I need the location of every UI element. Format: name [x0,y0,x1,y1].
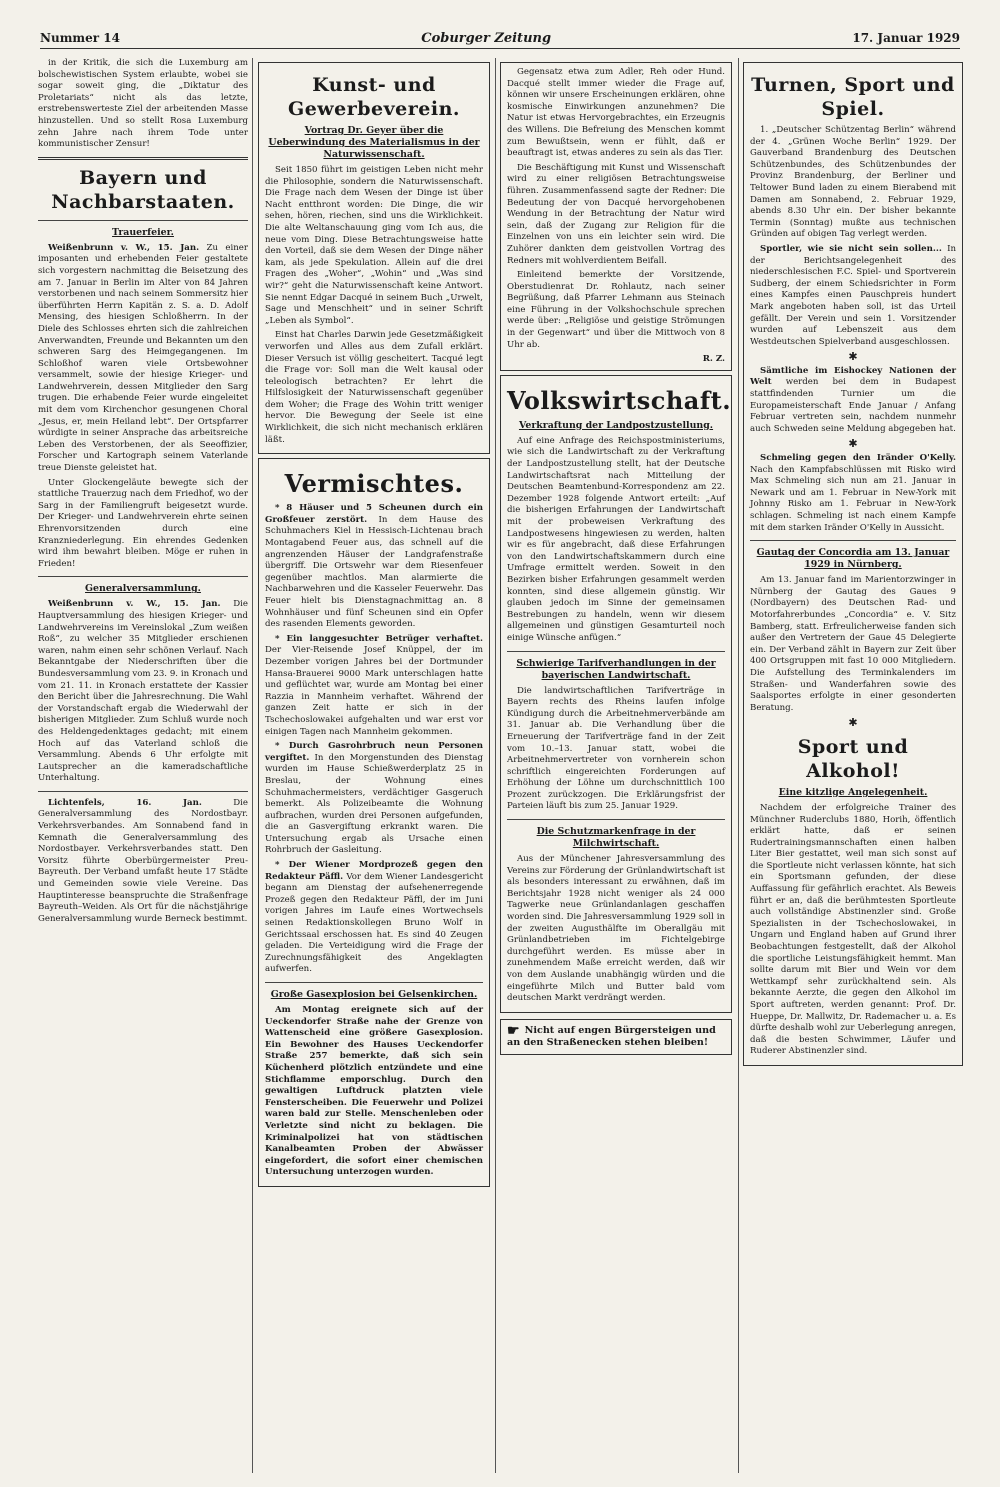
article-gautag: Am 13. Januar fand im Marientorzwinger in Nürnberg der Gautag des Gaues 9 (Nordbayern) des Deutschen Rad- und Motorfahrerbundes „Concordia“ e. V. Sitz Bamberg, statt. Erfreulicherweise fanden sich außer den Vertretern der Gaue 45 Delegierte ein. Der Verband zählt in Bayern zur Zeit über 400 Ortsgruppen mit fast 10 000 Mitgliedern. Die Aufstellung des Terminkalenders im Straßen- und Wanderfahren sowie des Saalsportes erfolgte in einer gesonderten Beratung. [750,575,956,713]
dateline: Weißenbrunn v. W., 15. Jan. [48,599,221,610]
misc-item [265,503,483,631]
divider [38,157,248,160]
sport-body: werden bei dem in Budapest stattfindenden Turnier um die Europameisterschaft Ende Januar / Anfang Februar vertreten sein, nachdem nunmehr auch Schweden seine Meldung abgegeben hat. [750,377,956,434]
article-landpost: Auf eine Anfrage des Reichspostministeriums, wie sich die Landwirtschaft zu der Verkraftung der Landpostzustellung stellt, hat der Deutsche Landwirtschaftsrat nach Mitteilung der Deutschen Beamtenbund-Korrespondenz am 22. Dezember 1928 folgende Antwort erteilt: „Auf die bisherigen Erfahrungen der Landwirtschaft mit der probeweisen Verkraftung des Landpostwesens hingewiesen zu werden, halten wir es für angebracht, daß diese Erfahrungen von den Landwirtschaftskammern durch eine Umfrage ermittelt werden. Soweit in den Bezirken bisher Erfahrungen gesammelt werden konnten, sind diese allgemein günstig. Wir glauben jedoch im Sinne der gemeinsamen Bestrebungen zu handeln, wenn wir diesem allgemeinen und günstigen Gesamturteil noch einige Wünsche anfügen.“ [507,435,725,643]
misc-item [265,634,483,738]
col1-intro: in der Kritik, die sich die Luxemburg am bolschewistischen System erlaubte, wobei sie sogar soweit ging, die „Diktatur des Proletariats“ nicht als das letzte, erstrebenswerteste Ziel der arbeitenden Masse hinzustellen. Und so stellt Rosa Luxemburg zehn Jahre nach ihrem Tode unter kommunistischer Zensur! [38,58,248,150]
misc-head: * Durch Gasrohrbruch neun Personen vergiftet. [265,741,483,763]
dateline: Lichtenfels, 16. Jan. [48,797,202,808]
sport-head: Schmeling gegen den Iränder O'Kelly. [760,453,956,464]
article-title-schutzmarken: Die Schutzmarkenfrage in der Milchwirtschaft. [536,826,696,850]
misc-body: In dem Hause des Schuhmachers Kiel in Hessisch-Lichtenau brach Montagabend Feuer aus, das schnell auf die angrenzenden Häuser der Landgrafenstraße übergriff. Die Ortswehr war dem Riesenfeuer gegenüber machtlos. Man alarmierte die Nachbarwehren und die Kasseler Feuerwehr. Das Feuer hielt bis Dienstagnachmittag an. 8 Wohnhäuser und fünf Scheunen sind ein Opfer des rasenden Elements geworden. [265,514,484,630]
section-title-volkswirtschaft: Volkswirtschaft. [507,385,732,415]
hand-icon: ☛ [507,1022,520,1039]
lecture-title: Vortrag Dr. Geyer über die Ueberwindung des Materialismus in der Naturwissenschaft. [268,125,480,160]
vermischtes-box [258,458,490,1187]
issue-date: 17. Januar 1929 [852,31,960,45]
column-3 [500,58,732,1473]
article-lichtenfels [38,798,248,926]
misc-head: * 8 Häuser und 5 Scheunen durch ein Großfeuer zerstört. [265,503,483,525]
misc-body: Der Vier-Reisende Josef Knüppel, der im Dezember vorigen Jahres bei der Dortmunder Hansa-Brauerei 9000 Mark unterschlagen hatte und geflüchtet war, wurde am Montag bei einer Razzia in Mannheim verhaftet. Während der ganzen Zeit hatte er sich in der Tschechoslowakei aufgehalten und war erst vor einigen Tagen nach Mannheim gekommen. [265,645,483,737]
kunstverein-box [258,62,490,454]
lecture-continued-3: Einleitend bemerkte der Vorsitzende, Oberstudienrat Dr. Rohlautz, nach seiner Begrüßung, daß Pfarrer Lehmann aus Steinach eine Führung in der Volkshochschule sprechen werde über: „Religiöse und geistige Strömungen in der Gegenwart“ und über die Mittwoch von 8 Uhr ab. [507,270,725,350]
article-title-landpost: Verkraftung der Landpostzustellung. [518,419,714,431]
sport-item [750,366,956,436]
misc-head: * Der Wiener Mordprozeß gegen den Redakteur Päffl. [265,860,483,882]
sport-body: In der Berichtsangelegenheit des niederschlesischen F.C. Spiel- und Sportverein Sudberg, der einem Schiedsrichter in Form eines Kampfes einen Pauschpreis hundert Mark angeboten haben soll, ist das Urteil gefällt. Der Verein und sein 1. Vorsitzender wurden auf Lebenszeit aus dem Westdeutschen Spielverband ausgeschlossen. [750,243,956,347]
misc-body: In den Morgenstunden des Dienstag wurden im Hause Schießwerderplatz 25 in Breslau, der Wohnung eines Schuhmachermeisters, verdächtiger Gasgeruch bemerkt. Als Polizeibeamte die Wohnung aufbrachen, wurden drei Personen aufgefunden, die an Gasvergiftung erkrankt waren. Die Untersuchung ergab als Ursache einen Rohrbruch der Gasleitung. [265,752,484,856]
column-divider [252,58,253,1473]
article-title-gautag: Gautag der Concordia am 13. Januar 1929 in Nürnberg. [756,547,950,571]
divider [507,819,725,820]
article-trauerfeier [38,243,248,475]
misc-head: * Ein langgesuchter Betrüger verhaftet. [275,633,483,644]
issue-number: Nummer 14 [40,31,120,45]
signature: R. Z. [702,354,725,365]
sport-item [750,453,956,534]
column-divider [495,58,496,1473]
article-schutzmarken: Aus der Münchener Jahresversammlung des Vereins zur Förderung der Grünlandwirtschaft ist als besonders interessant zu erwähnen, daß im Berichtsjahr 1928 nicht weniger als 24 000 Tagwerke neue Grünlandanlagen geschaffen worden sind. Die Jahresversammlung 1929 soll in der zweiten Augusthälfte im Oberallgäu mit Grünlandbetrieben im Fichtelgebirge durchgeführt werden. Es müsse aber in zunehmendem Maße erreicht werden, daß wir von dem Auslande unabhängig würden und die eingeführte Milch und Butter bald vom deutschen Markt verdrängt werden. [507,854,725,1004]
sport-item: 1. „Deutscher Schützentag Berlin“ während der 4. „Grünen Woche Berlin“ 1929. Der Gauverband Brandenburg des Deutschen Schützenbundes, des Schützenbundes der Provinz Brandenburg, der Berliner und Teltower Bund laden zu einem Bierabend mit Damen am Sonnabend, 2. Februar 1929, abends 8.30 Uhr ein. Der bisher bekannte Termin (Sonntag) mußte aus technischen Gründen auf obigen Tag verlegt werden. [750,125,956,240]
article-generalversammlung [38,599,248,785]
column-divider [738,58,739,1473]
separator-star: ✱ [848,350,858,364]
dateline: Weißenbrunn v. W., 15. Jan. [48,242,200,253]
misc-item [265,860,483,976]
notice-line: an den Straßenecken stehen bleiben! [507,1036,709,1048]
article-body: Zu einer imposanten und erhebenden Feier gestaltete sich vorgestern nachmittag die Beisetzung des am 7. Januar in Berlin im Alter von 84 Jahren verstorbenen und nach seinem Sommersitz hier überführten Herrn Kapitän z. S. a. D. Adolf Mensing, des hiesigen Schloßherrn. In der Diele des Schlosses ehrten sich die zahlreichen Anverwandten, Freunde und Bekannten um den schweren Sarg des Heimgegangenen. Im Schloßhof waren viele Ortsbewohner versammelt, sowie der hiesige Krieger- und Landwehrverein, dessen Mitglieder den Sarg trugen. Die erhabende Feier wurde eingeleitet mit dem vom Kirchenchor gesungenen Choral „Jesus, er, mein Heiland lebt“. Der Ortspfarrer würdigte in seiner Ansprache das arbeitsreiche Leben des Verstorbenen, der als Seeoffizier, Forscher und Kartograph seinem Vaterlande treue Dienste geleistet hat. [38,242,248,474]
divider [265,982,483,983]
sport-head: Sportler, wie sie nicht sein sollen... [760,243,942,254]
paper-title: Coburger Zeitung [421,30,552,46]
divider [38,220,248,221]
article-title-generalversammlung: Generalversammlung. [85,583,201,595]
misc-item [265,741,483,857]
article-body: Die Hauptversammlung des hiesigen Krieger- und Landwehrvereins im Vereinslokal „Zum weißen Roß“, zu welcher 35 Mitglieder erschienen waren, nahm einen sehr schönen Verlauf. Nach Bekanntgabe der Niederschriften über die Bundesversammlung vom 23. 9. in Kronach und vom 21. 11. in Kronach erstattete der Kassier den Bericht über die Jahresrechnung. Die Wahl der Vorstandschaft ergab die Wiederwahl der bisherigen Mitglieder. Zum Schluß wurde noch des Heldengedenktages gedacht; mit einem Hoch auf das Vaterland schloß die Versammlung. Abends 6 Uhr erfolgte mit Lautsprecher an die kameradschaftliche Unterhaltung. [38,599,248,784]
column-2 [258,58,490,1473]
divider [750,540,956,541]
misc-body: Vor dem Wiener Landesgericht begann am Dienstag der aufsehenerregende Prozeß gegen den Redakteur Päffl, der im Juni vorigen Jahres im Laufe eines Wortwechsels seinen Redaktionskollegen Bruno Wolf in Gerichtssaal erschossen hat. Es sind 40 Zeugen geladen. Die Verteidigung wird die Frage der Zurechnungsfähigkeit des Angeklagten aufwerfen. [265,871,484,975]
article-body: Die Generalversammlung des Nordostbayr. Verkehrsverbandes. Am Sonnabend fand in Kemnath die Generalversammlung des Nordostbayer. Verkehrsverbandes statt. Den Vorsitz führte Oberbürgermeister Preu-Bayreuth. Der Verband umfaßt heute 17 Städte und Gemeinden sowie viele Vereine. Das Hauptinteresse beanspruchte die Straßenfrage Bayreuth–Weiden. Als Ort für die nächstjährige Generalversammlung wurde Berneck bestimmt. [38,797,248,924]
column-4 [743,58,963,1473]
separator-star: ✱ [848,437,858,451]
article-title-tarif: Schwierige Tarifverhandlungen in der bayerischen Landwirtschaft. [516,657,716,681]
article-title-trauerfeier: Trauerfeier. [112,226,174,238]
traffic-notice [500,1019,732,1055]
lecture-continued: Gegensatz etwa zum Adler, Reh oder Hund. Dacqué stellt immer wieder die Frage auf, können wir unsere Erscheinungen erklären, ohne kosmische Einwirkungen anzunehmen? Die Natur ist etwas Hervorgebrachtes, ein Erzeugnis des Willens. Die Befreiung des Menschen kommt zum Bewußtsein, wenn er fühlt, daß er beauftragt ist, etwas anderes zu sein als das Tier. [507,67,725,159]
article-subtitle-alkohol: Eine kitzlige Angelegenheit. [778,786,928,798]
masthead [40,28,960,49]
column-1 [38,58,248,1473]
divider [38,791,248,792]
article-alkohol: Nachdem der erfolgreiche Trainer des Münchner Ruderclubs 1880, Horih, öffentlich erklärt hatte, daß er seinen Rudertrainingsmannschaften einen halben Liter Bier gestattet, weil man sich sonst auf die Sportleute nicht verlassen könnte, hat sich ein Sportsmann gefunden, der diese Auffassung für gefährlich erachtet. Als Beweis führt er an, daß die berühmtesten Sportleute auch vollständige Abstinenzler sind. Große Spezialisten in der Tschechoslowakei, in Ungarn und England haben auf Grund ihrer Beobachtungen festgestellt, daß der Alkohol die sportliche Leistungsfähigkeit hemmt. Man sollte darum mit Bier und Wein vor dem Wettkampf sehr zurückhaltend sein. Als bekannte Aerzte, die gegen den Alkohol im Sport auftreten, werden genannt: Prof. Dr. Hueppe, Dr. Mallwitz, Dr. Rademacher u. a. Es dürfte deshalb wohl zur Ueberlegung anregen, daß die besten Schwimmer, Läufer und Ruderer Abstinenzler sind. [750,802,956,1057]
article-trauerfeier-cont: Unter Glockengeläute bewegte sich der stattliche Trauerzug nach dem Friedhof, wo der Sarg in der Familiengruft beigesetzt wurde. Der Krieger- und Landwehrverein ehrte seinen Ehrenvorsitzenden durch eine Kranzniederlegung. Ein ehrendes Gedenken wird ihm bewahrt bleiben. Möge er ruhen in Frieden! [38,477,248,569]
divider [38,576,248,577]
separator-star: ✱ [848,716,858,730]
sport-item [750,244,956,348]
article-tarif: Die landwirtschaftlichen Tarifverträge in Bayern rechts des Rheins laufen infolge Kündigung durch die Arbeitnehmerverbände am 31. Januar ab. Die Verhandlung über die Erneuerung der Tarifverträge fand in der Zeit vom 10.–13. Januar statt, wobei die Arbeitnehmervertreter von vornherein schon schriftlich eingereichten Forderungen auf Erhöhung der Löhne um durchschnittlich 100 Prozent zurückzogen. Die Erklärungsfrist der Parteien läuft bis zum 25. Januar 1929. [507,685,725,812]
lecture-cont-box [500,62,732,371]
section-title-bayern: Bayern und Nachbarstaaten. [51,166,235,213]
section-title-vermischtes: Vermischtes. [284,469,464,499]
article-title-gasexplosion: Große Gasexplosion bei Gelsenkirchen. [270,989,478,1000]
notice-line: Nicht auf engen Bürgersteigen und [524,1024,716,1036]
lecture-continued-2: Die Beschäftigung mit Kunst und Wissenschaft wird zu einer religiösen Betrachtungsweise führen. Zusammenfassend sagte der Redner: Die Bedeutung der von Dacqué hervorgehobenen Wendung in der Betrachtung der Natur wird sein, daß der Zugang zur Religion für die Einzelnen von uns ein leichter sein wird. Die Zuhörer dankten dem geistvollen Vortrag des Redners mit wohlverdientem Beifall. [507,162,725,266]
volkswirtschaft-box [500,375,732,1013]
lecture-body-cont: Einst hat Charles Darwin jede Gesetzmäßigkeit verworfen und Alles aus dem Zufall erklärt. Dieser Versuch ist völlig gescheitert. Tacqué legt die Frage vor: Soll man die Welt kausal oder teleologisch betrachten? Er lehrt die Hilfslosigkeit der Naturwissenschaft gegenüber dem Woher; die Frage des Wohin tritt weniger hervor. Die Bewegung der Seele ist eine Wirklichkeit, die sich nicht mechanisch erklären läßt. [265,330,483,445]
article-gasexplosion: Am Montag ereignete sich auf der Ueckendorfer Straße nahe der Grenze von Wattenscheid eine größere Gasexplosion. Ein Bewohner des Hauses Ueckendorfer Straße 257 bemerkte, daß sich sein Küchenherd plötzlich entzündete und eine Stichflamme emporschlug. Durch den gewaltigen Luftdruck platzten viele Fensterscheiben. Die Feuerwehr und Polizei waren bald zur Stelle. Menschenleben oder Verletzte sind nicht zu beklagen. Die Kriminalpolizei hat von städtischen Kanalbeamten Proben der Abwässer eingefordert, die sofort einer chemischen Untersuchung unterzogen wurden. [265,1005,483,1178]
section-title-sport: Turnen, Sport und Spiel. [751,74,955,120]
lecture-body: Seit 1850 führt im geistigen Leben nicht mehr die Philosophie, sondern die Naturwissenschaft. Die Frage nach dem Wesen der Dinge ist über Nacht entthront worden: Die Dinge, die wir sehen, hören, riechen, sind uns die Wirklichkeit. Die alte Weltanschauung ging vom Ich aus, die neue vom Ding. Diese Betrachtungsweise hatte den Vorteil, daß sie dem Wesen der Dinge näher kam, als jede Spekulation. Allein auf die drei Fragen des „Woher“, „Wohin“ und „Was sind wir?“ geht die Naturwissenschaft keine Antwort. Sie nennt Edgar Dacqué in seinem Buch „Urwelt, Sage und Menschheit“ und in seiner Schrift „Leben als Symbol“. [265,165,483,326]
section-title-alkohol: Sport und Alkohol! [797,735,909,782]
divider [507,651,725,652]
section-title-kunstverein: Kunst- und Gewerbeverein. [287,74,461,120]
sport-box [743,62,963,1066]
sport-head: Sämtliche im Eishockey Nationen der Welt [750,365,956,388]
sport-body: Nach den Kampfabschlüssen mit Risko wird Max Schmeling sich nun am 21. Januar in Newark und am 1. Februar in New-York mit Johnny Risko am 1. Februar in New-York schlagen. Schmeling ist nach einem Kampfe mit dem starken Iränder O'Kelly in Aussicht. [750,464,956,533]
